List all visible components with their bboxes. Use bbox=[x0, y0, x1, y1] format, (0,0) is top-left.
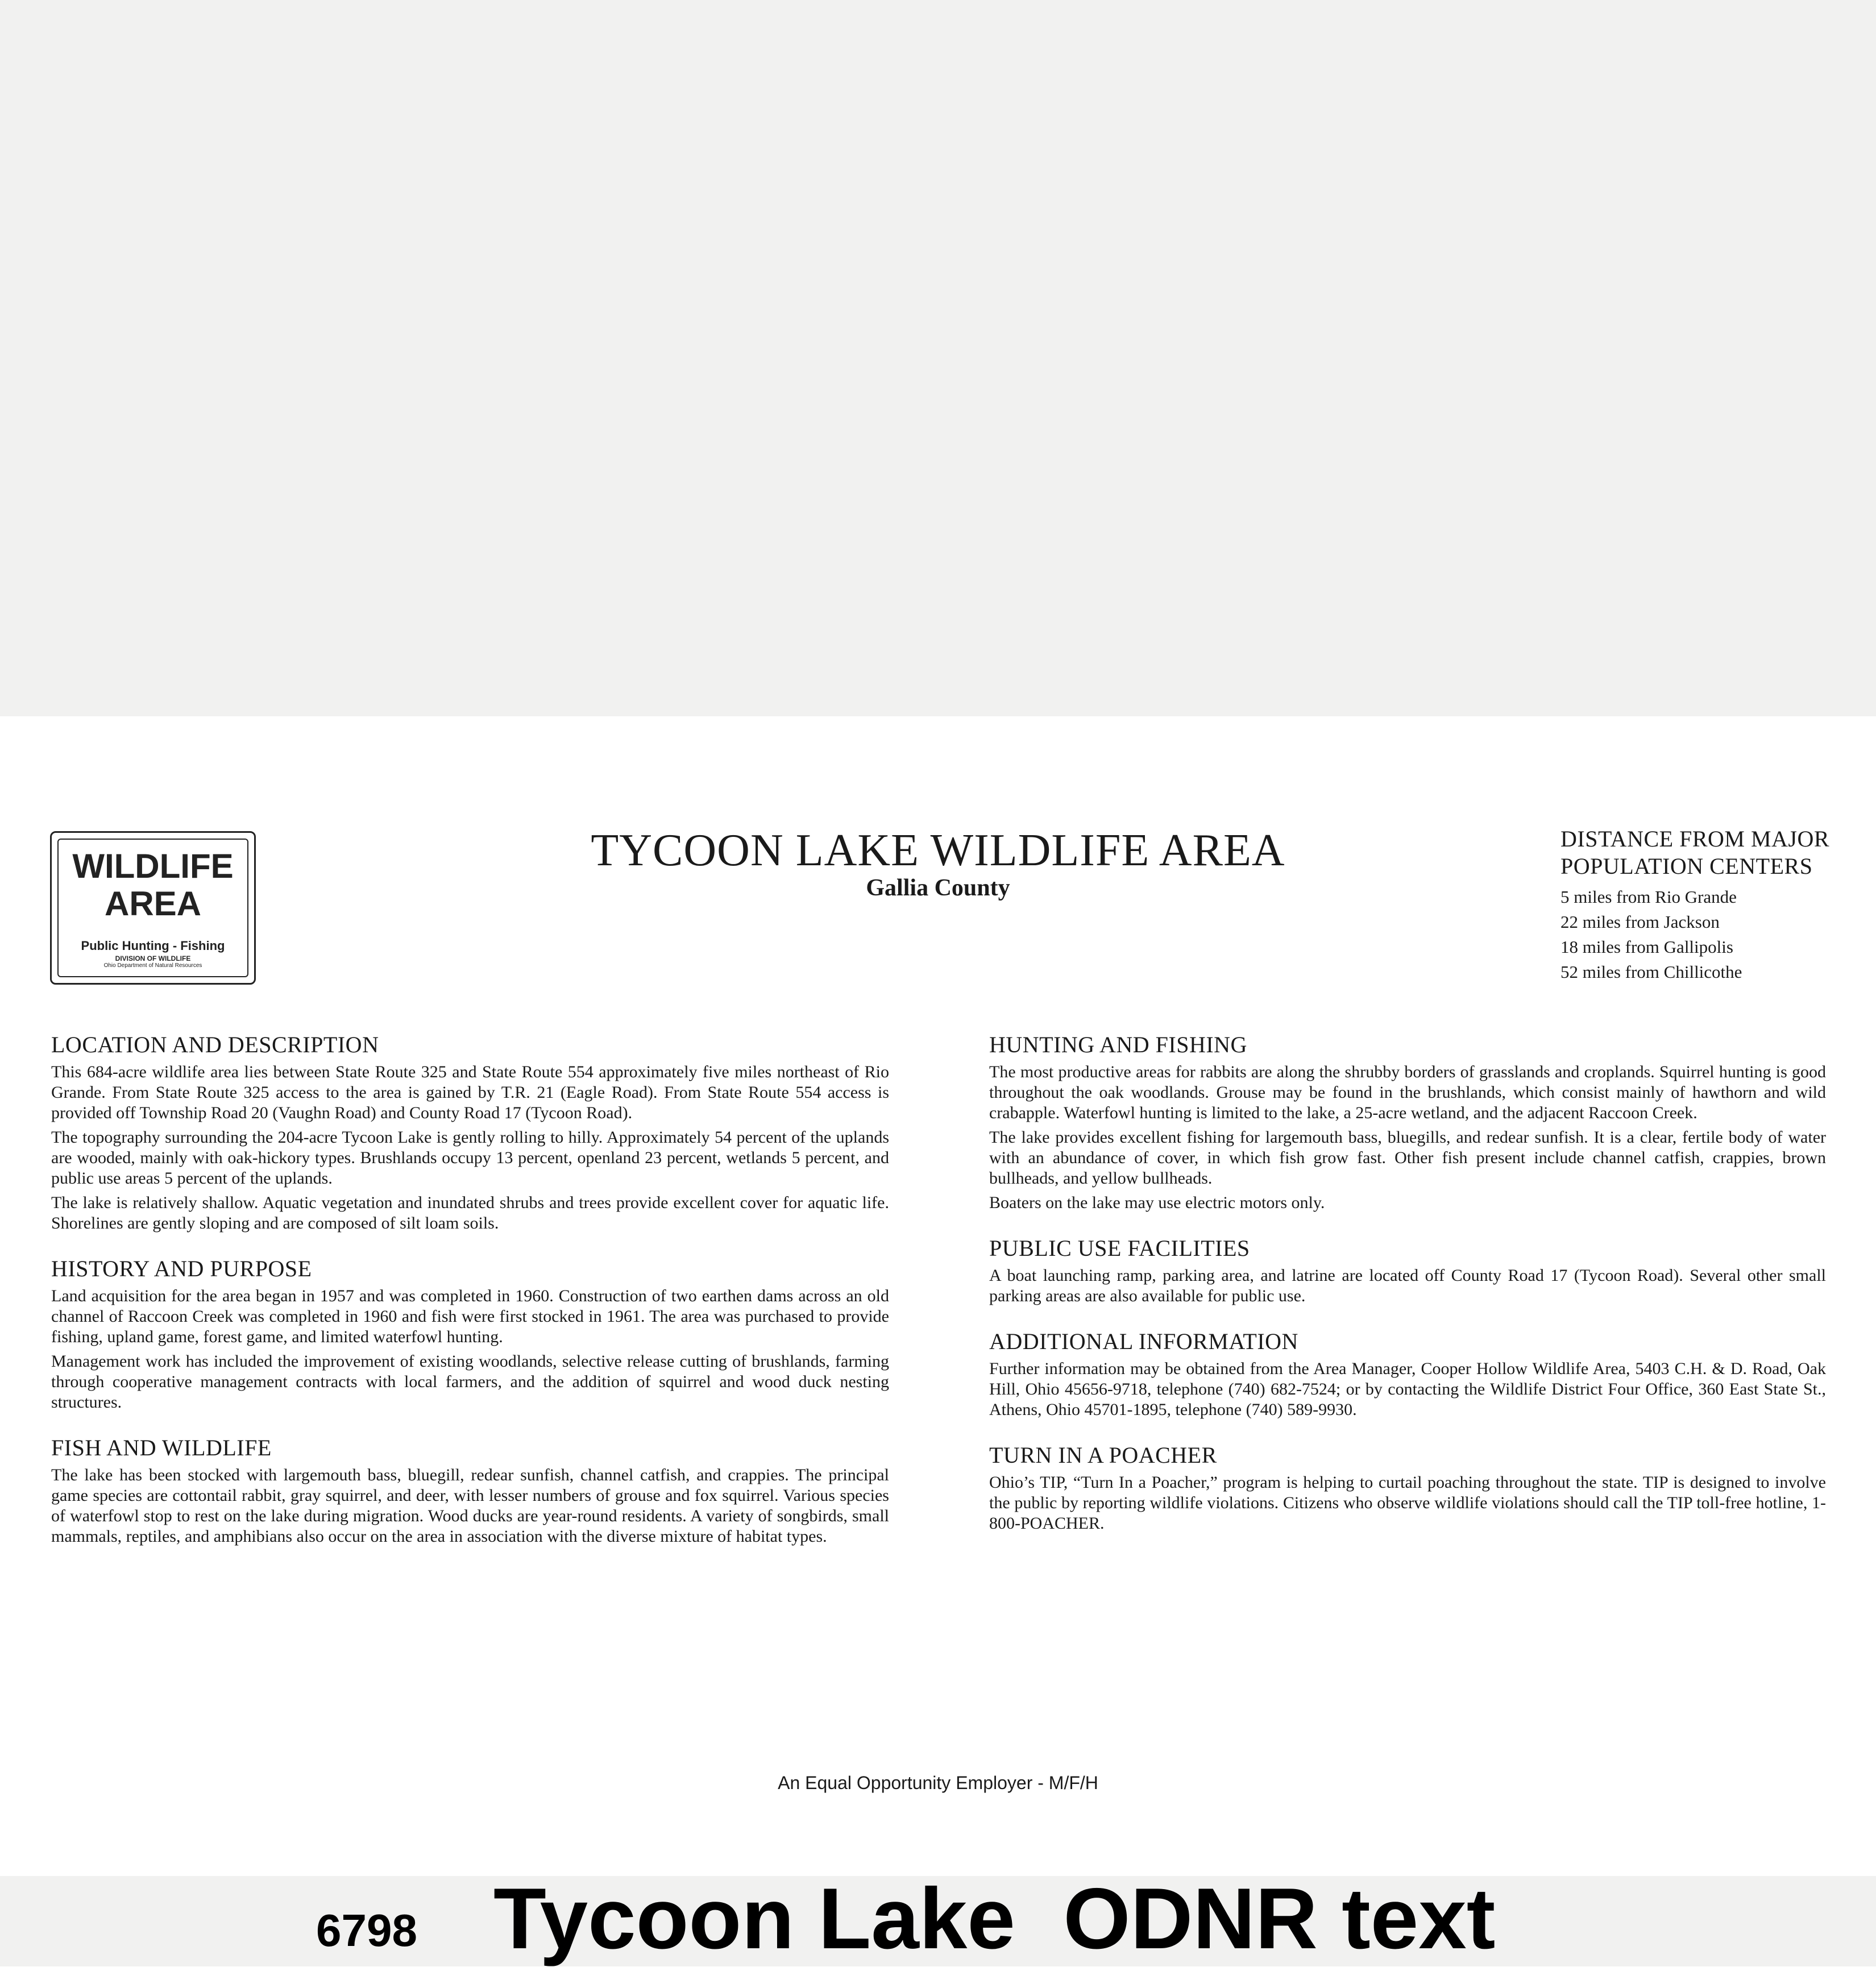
job-title: Tycoon Lake ODNR text bbox=[493, 1870, 1496, 1967]
section-paragraph: The lake provides excellent fishing for largemouth bass, bluegills, and redear sunfish. It is a clear, fertile body of water with an abundance of cover, in which fish grow fast. Other fish present include channel catfish, crappies, brown bullheads, and yellow bullheads. bbox=[989, 1128, 1826, 1188]
section-heading: ADDITIONAL INFORMATION bbox=[989, 1329, 1298, 1354]
sign-subtitle: Public Hunting - Fishing bbox=[81, 939, 225, 953]
section-paragraph: A boat launching ramp, parking area, and latrine are located off County Road 17 (Tycoon Road). Several other small parking areas are also available for public use. bbox=[989, 1266, 1826, 1305]
section-paragraph: Further information may be obtained from the Area Manager, Cooper Hollow Wildlife Area, 5403 C.H. & D. Road, Oak Hill, Ohio 45656-9718, telephone (740) 682-7524; or by contacting the Wildlife District Four Office, 360 East State St., Athens, Ohio 45701-1895, telephone (740) 589-9930. bbox=[989, 1359, 1826, 1419]
section-fish-wildlife bbox=[51, 1434, 889, 1547]
distance-heading-line2: POPULATION CENTERS bbox=[1560, 853, 1813, 879]
distance-heading-line1: DISTANCE FROM MAJOR bbox=[1560, 826, 1830, 852]
section-paragraph: This 684-acre wildlife area lies between State Route 325 and State Route 554 approximately five miles northeast of Rio Grande. From State Route 325 access to the area is gained by T.R. 21 (Eagle Road). From State Route 554 access is provided off Township Road 20 (Vaughn Road) and County Road 17 (Tycoon Road). bbox=[51, 1063, 889, 1122]
section-heading: HUNTING AND FISHING bbox=[989, 1032, 1247, 1057]
sign-title-line2: AREA bbox=[104, 885, 201, 923]
section-turn-in-a-poacher bbox=[989, 1442, 1826, 1534]
job-number: 6798 bbox=[316, 1905, 417, 1956]
page-subtitle: Gallia County bbox=[866, 875, 1010, 901]
section-heading: TURN IN A POACHER bbox=[989, 1442, 1217, 1468]
section-heading: LOCATION AND DESCRIPTION bbox=[51, 1032, 379, 1057]
distance-item: 5 miles from Rio Grande bbox=[1560, 887, 1737, 907]
section-public-use-facilities bbox=[989, 1235, 1826, 1306]
section-paragraph: The topography surrounding the 204-acre Tycoon Lake is gently rolling to hilly. Approximately 54 percent of the uplands are wooded, mainly with oak-hickory types. Brushlands occupy 13 percent, openland 23 percent, wetlands 5 percent, and public use areas 5 percent of the uplands. bbox=[51, 1128, 889, 1188]
section-paragraph: Land acquisition for the area began in 1957 and was completed in 1960. Construction of two earthen dams across an old channel of Raccoon Creek was completed in 1960 and fish were first stocked in 1961. The area was purchased to provide fishing, upland game, forest game, and limited waterfowl hunting. bbox=[51, 1287, 889, 1346]
equal-opportunity-note: An Equal Opportunity Employer - M/F/H bbox=[778, 1773, 1098, 1793]
section-heading: PUBLIC USE FACILITIES bbox=[989, 1235, 1250, 1261]
distance-item: 18 miles from Gallipolis bbox=[1560, 937, 1733, 957]
distance-item: 52 miles from Chillicothe bbox=[1560, 962, 1742, 982]
section-paragraph: Management work has included the improvement of existing woodlands, selective release cutting of brushlands, farming through cooperative management contracts with local farmers, and the addition of squirrel and wood duck nesting structures. bbox=[51, 1352, 889, 1412]
left-column bbox=[51, 1031, 889, 1568]
distance-heading bbox=[1560, 825, 1856, 880]
section-heading: HISTORY AND PURPOSE bbox=[51, 1256, 312, 1281]
section-paragraph: The lake has been stocked with largemouth bass, bluegill, redear sunfish, channel catfish, and crappies. The principal game species are cottontail rabbit, gray squirrel, and deer, with lesser numbers of grouse and fox squirrel. Various species of waterfowl stop to rest on the lake during migration. Wood ducks are year-round residents. A variety of songbirds, small mammals, reptiles, and amphibians also occur on the area in association with the diverse mixture of habitat types. bbox=[51, 1466, 889, 1546]
section-paragraph: Boaters on the lake may use electric motors only. bbox=[989, 1193, 1325, 1212]
section-paragraph: The lake is relatively shallow. Aquatic vegetation and inundated shrubs and trees provide excellent cover for aquatic life. Shorelines are gently sloping and are composed of silt loam soils. bbox=[51, 1193, 889, 1233]
section-paragraph: Ohio’s TIP, “Turn In a Poacher,” program is helping to curtail poaching throughout the state. TIP is designed to involve the public by reporting wildlife violations. Citizens who observe wildlife violations should call the TIP toll-free hotline, 1-800-POACHER. bbox=[989, 1473, 1826, 1533]
section-paragraph: The most productive areas for rabbits are along the shrubby borders of grasslands and croplands. Squirrel hunting is good throughout the oak woodlands. Grouse may be found in the brushlands, which consist mainly of hawthorn and wild crabapple. Waterfowl hunting is limited to the lake, a 25-acre wetland, and the adjacent Raccoon Creek. bbox=[989, 1063, 1826, 1122]
section-location bbox=[51, 1031, 889, 1234]
sign-title-line1: WILDLIFE bbox=[72, 847, 234, 885]
right-column bbox=[989, 1031, 1826, 1555]
page-title: TYCOON LAKE WILDLIFE AREA bbox=[591, 825, 1285, 875]
sign-division: DIVISION OF WILDLIFE bbox=[115, 955, 191, 962]
distance-panel bbox=[1560, 825, 1856, 985]
section-hunting-fishing bbox=[989, 1031, 1826, 1213]
section-history bbox=[51, 1255, 889, 1413]
sign-department: Ohio Department of Natural Resources bbox=[103, 962, 202, 969]
section-additional-information bbox=[989, 1328, 1826, 1420]
section-heading: FISH AND WILDLIFE bbox=[51, 1435, 272, 1460]
distance-item: 22 miles from Jackson bbox=[1560, 912, 1720, 932]
map-placeholder-area bbox=[0, 0, 1876, 716]
distance-list bbox=[1560, 885, 1856, 985]
